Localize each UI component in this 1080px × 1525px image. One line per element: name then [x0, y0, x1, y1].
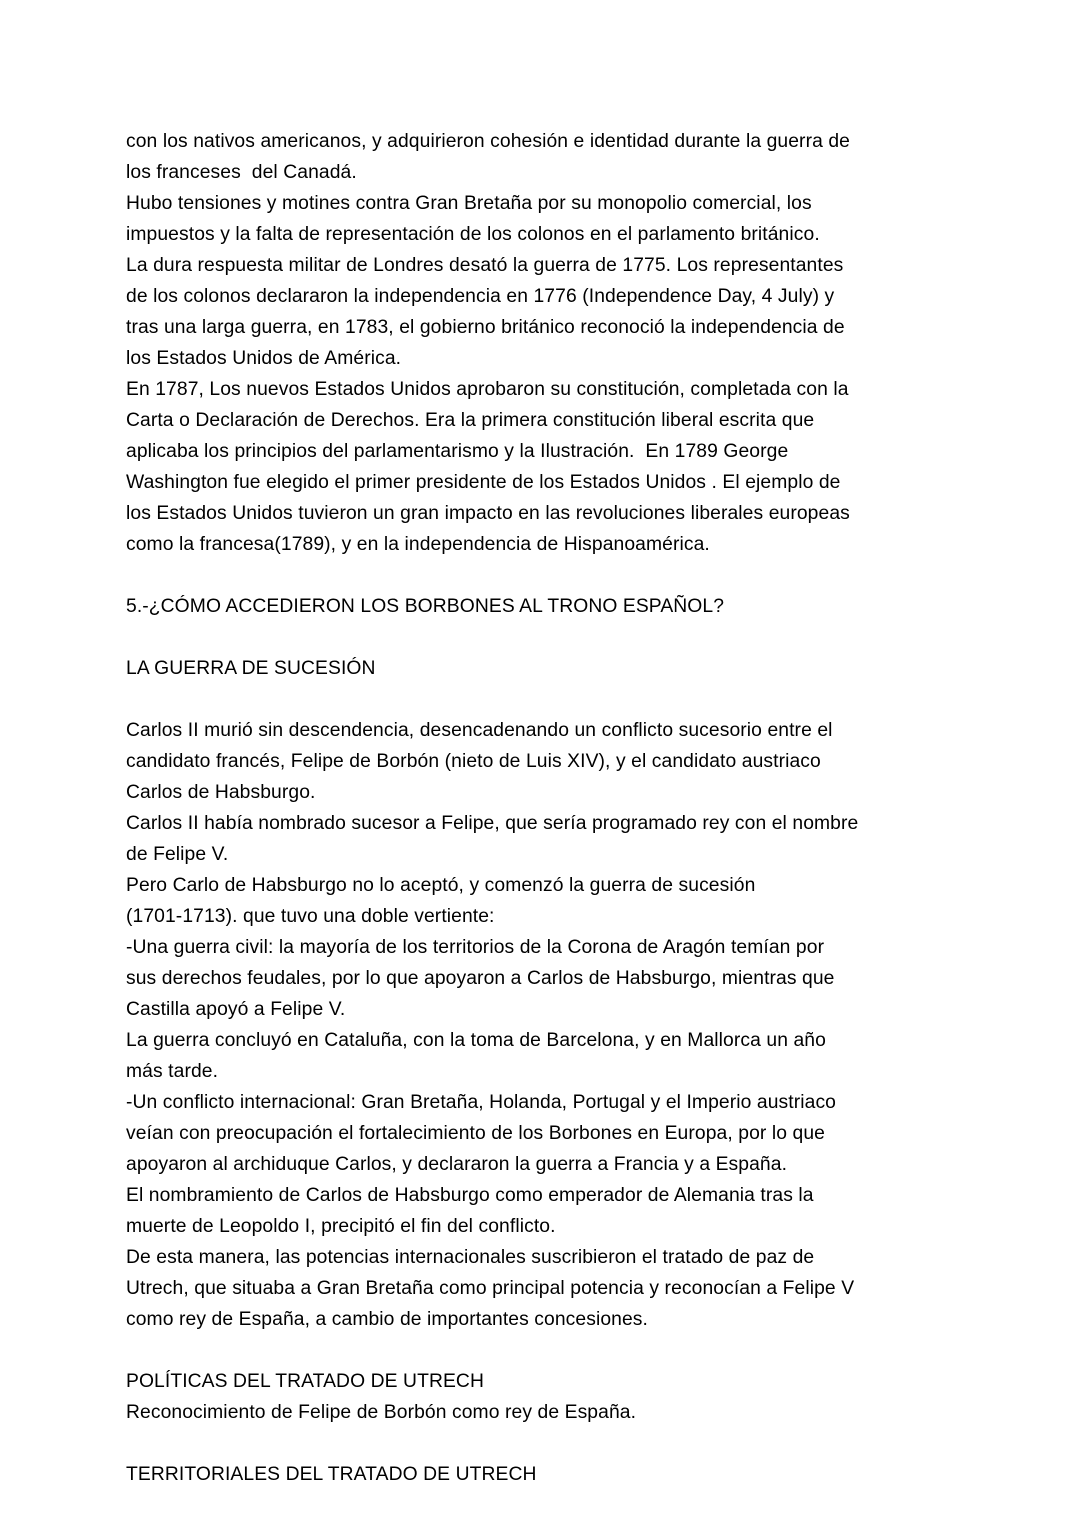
text-line: los franceses del Canadá. [126, 162, 357, 183]
text-line: La dura respuesta militar de Londres desató la guerra de 1775. Los representantes [126, 255, 844, 276]
text-line: aplicaba los principios del parlamentarismo y la Ilustración. En 1789 George [126, 441, 789, 462]
heading-question-borbones: 5.-¿CÓMO ACCEDIERON LOS BORBONES AL TRONO ESPAÑOL? [126, 596, 725, 617]
text-line: (1701-1713). que tuvo una doble vertiente: [126, 906, 495, 927]
blank-line-spacer [126, 1335, 956, 1366]
text-line: La guerra concluyó en Cataluña, con la toma de Barcelona, y en Mallorca un año [126, 1030, 826, 1051]
text-line: veían con preocupación el fortalecimiento de los Borbones en Europa, por lo que [126, 1123, 825, 1144]
blank-line-spacer [126, 560, 956, 591]
text-line: de Felipe V. [126, 844, 229, 865]
text-line: con los nativos americanos, y adquirieron cohesión e identidad durante la guerra de [126, 131, 851, 152]
paragraph-colonias-americanas [126, 126, 956, 560]
text-line: como rey de España, a cambio de importantes concesiones. [126, 1309, 648, 1330]
text-line: De esta manera, las potencias internacionales suscribieron el tratado de paz de [126, 1247, 815, 1268]
text-line: Carlos II había nombrado sucesor a Felipe, que sería programado rey con el nombre [126, 813, 859, 834]
text-line: impuestos y la falta de representación de los colonos en el parlamento británico. [126, 224, 820, 245]
text-line: -Un conflicto internacional: Gran Bretaña, Holanda, Portugal y el Imperio austriaco [126, 1092, 836, 1113]
text-line: Carlos II murió sin descendencia, desencadenando un conflicto sucesorio entre el [126, 720, 833, 741]
text-line: Pero Carlo de Habsburgo no lo aceptó, y comenzó la guerra de sucesión [126, 875, 756, 896]
text-line: como la francesa(1789), y en la independencia de Hispanoamérica. [126, 534, 710, 555]
text-line: POLÍTICAS DEL TRATADO DE UTRECH [126, 1371, 484, 1392]
heading-territoriales-tratado-utrech: TERRITORIALES DEL TRATADO DE UTRECH [126, 1464, 537, 1485]
text-line: -Una guerra civil: la mayoría de los territorios de la Corona de Aragón temían por [126, 937, 825, 958]
text-line: los Estados Unidos tuvieron un gran impacto en las revoluciones liberales europeas [126, 503, 850, 524]
document-text-body [126, 126, 956, 1490]
text-line: apoyaron al archiduque Carlos, y declararon la guerra a Francia y a España. [126, 1154, 788, 1175]
text-line: En 1787, Los nuevos Estados Unidos aprobaron su constitución, completada con la [126, 379, 849, 400]
blank-line-spacer [126, 684, 956, 715]
blank-line-spacer [126, 622, 956, 653]
text-line: los Estados Unidos de América. [126, 348, 402, 369]
text-line: más tarde. [126, 1061, 219, 1082]
text-line: de los colonos declararon la independencia en 1776 (Independence Day, 4 July) y [126, 286, 835, 307]
text-line: tras una larga guerra, en 1783, el gobierno británico reconoció la independencia de [126, 317, 845, 338]
paragraph-guerra-de-sucesion [126, 715, 956, 1335]
text-line: Utrech, que situaba a Gran Bretaña como principal potencia y reconocían a Felipe V [126, 1278, 855, 1299]
text-line: Washington fue elegido el primer presidente de los Estados Unidos . El ejemplo de [126, 472, 841, 493]
text-line: Carlos de Habsburgo. [126, 782, 316, 803]
text-line: Castilla apoyó a Felipe V. [126, 999, 346, 1020]
text-line: sus derechos feudales, por lo que apoyaron a Carlos de Habsburgo, mientras que [126, 968, 835, 989]
text-line: Hubo tensiones y motines contra Gran Bretaña por su monopolio comercial, los [126, 193, 812, 214]
blank-line-spacer [126, 1428, 956, 1459]
text-line: El nombramiento de Carlos de Habsburgo como emperador de Alemania tras la [126, 1185, 814, 1206]
text-line: Carta o Declaración de Derechos. Era la primera constitución liberal escrita que [126, 410, 815, 431]
heading-guerra-de-sucesion: LA GUERRA DE SUCESIÓN [126, 658, 376, 679]
paragraph-politicas-tratado-utrech [126, 1366, 956, 1428]
text-line: muerte de Leopoldo I, precipitó el fin del conflicto. [126, 1216, 556, 1237]
text-line: Reconocimiento de Felipe de Borbón como rey de España. [126, 1402, 637, 1423]
text-line: candidato francés, Felipe de Borbón (nieto de Luis XIV), y el candidato austriaco [126, 751, 821, 772]
